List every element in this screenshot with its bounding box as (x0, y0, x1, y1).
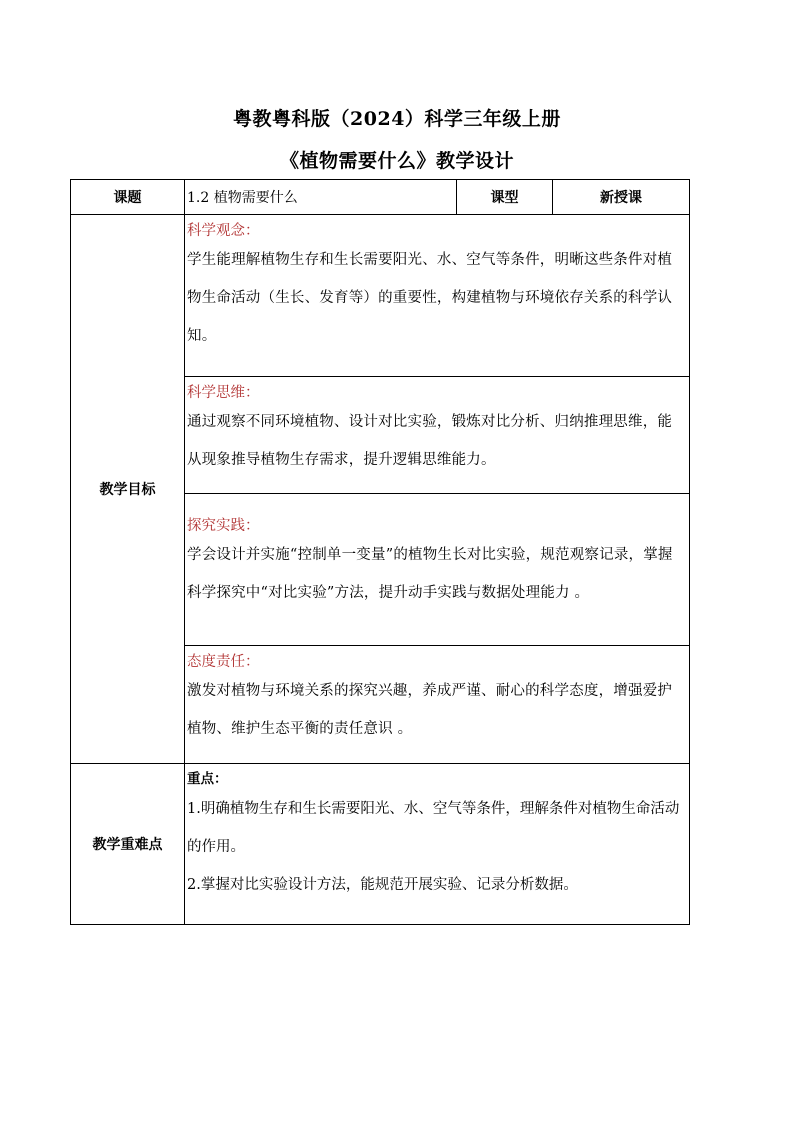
objectives-label: 教学目标 (71, 215, 185, 764)
document-subtitle: 《植物需要什么》教学设计 (279, 150, 514, 172)
objective-section (185, 215, 690, 377)
document-title: 粤教粤科版（2024）科学三年级上册 (233, 108, 561, 130)
objective-text: 学生能理解植物生存和生长需要阳光、水、空气等条件，明晰这些条件对植物生命活动（生长、发育等）的重要性，构建植物与环境依存关系的科学认知。 (187, 252, 673, 344)
type-value: 新授课 (553, 180, 690, 215)
objective-title: 科学观念： (187, 223, 260, 239)
objective-row-1 (71, 215, 690, 377)
objective-text: 通过观察不同环境植物、设计对比实验，锻炼对比分析、归纳推理思维，能从现象推导植物生存需求，提升逻辑思维能力。 (187, 414, 673, 468)
objective-section (185, 646, 690, 764)
objective-section (185, 494, 690, 646)
objective-text: 激发对植物与环境关系的探究兴趣，养成严谨、耐心的科学态度，增强爱护植物、维护生态平衡的责任意识 。 (187, 683, 673, 737)
lesson-plan-table (70, 179, 690, 925)
key-points-title: 重点： (187, 771, 228, 787)
objective-title: 探究实践： (187, 518, 260, 534)
type-label: 课型 (457, 180, 553, 215)
objective-section (185, 377, 690, 494)
key-point-item: 1.明确植物生存和生长需要阳光、水、空气等条件，理解条件对植物生命活动的作用。 (187, 801, 680, 855)
lesson-value: 1.2 植物需要什么 (185, 180, 457, 215)
key-points-row (71, 764, 690, 925)
key-points-section (185, 764, 690, 925)
objective-text: 学会设计并实施“控制单一变量”的植物生长对比实验，规范观察记录，掌握科学探究中“对比实验”方法，提升动手实践与数据处理能力 。 (187, 547, 673, 601)
header-row (71, 180, 690, 215)
lesson-label: 课题 (71, 180, 185, 215)
key-point-item: 2.掌握对比实验设计方法，能规范开展实验、记录分析数据。 (187, 877, 578, 893)
objective-title: 科学思维： (187, 385, 260, 401)
objective-title: 态度责任： (187, 654, 260, 670)
key-points-label: 教学重难点 (71, 764, 185, 925)
